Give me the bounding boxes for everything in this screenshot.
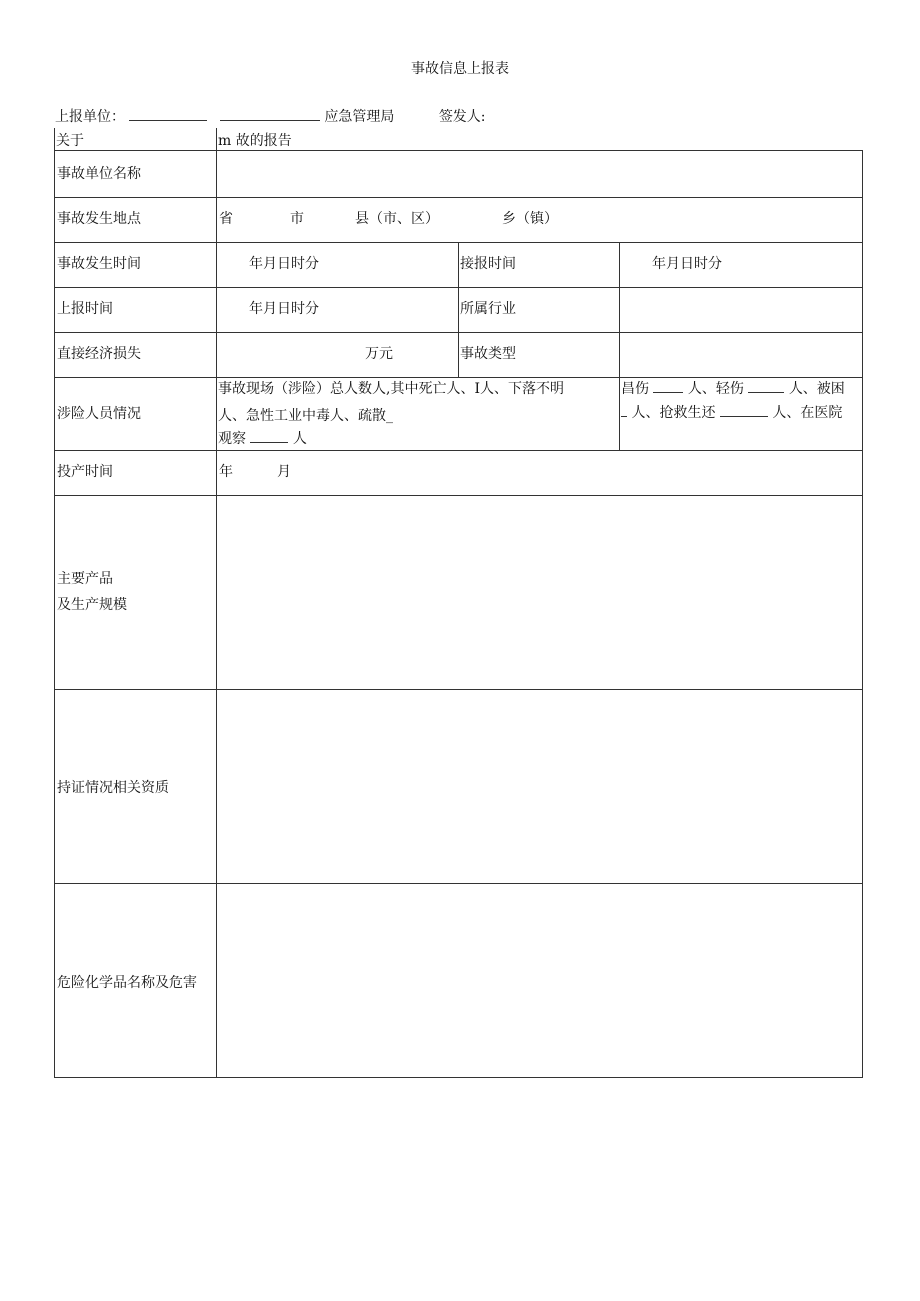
injury-label: 昌伤 — [621, 381, 649, 397]
report-time-value[interactable]: 年月日时分 — [249, 301, 319, 317]
accident-type-label: 事故类型 — [460, 346, 516, 362]
about-divider — [216, 128, 217, 150]
personnel-left-line1[interactable]: 事故现场（涉险）总人数人,其中死亡人、I人、下落不明 — [218, 381, 564, 397]
loss-label: 直接经济损失 — [57, 346, 141, 362]
personnel-left-line2[interactable]: 人、急性工业中毒人、疏散_ — [218, 408, 393, 424]
personnel-column-divider — [619, 377, 620, 450]
receive-time-label: 接报时间 — [460, 256, 516, 272]
report-time-label: 上报时间 — [57, 301, 113, 317]
rescued-blank[interactable] — [720, 402, 768, 417]
row-divider — [55, 689, 862, 690]
row-divider — [55, 450, 862, 451]
observe-label: 观察 — [218, 431, 246, 447]
row-divider — [55, 883, 862, 884]
inner-column-divider — [458, 242, 459, 377]
certificates-field[interactable] — [218, 691, 858, 881]
personnel-right-line1[interactable] — [621, 378, 845, 400]
occur-time-value[interactable]: 年月日时分 — [249, 256, 319, 272]
unit-name-field[interactable] — [218, 152, 858, 196]
about-value[interactable]: m 故的报告 — [218, 133, 292, 149]
accident-type-field[interactable] — [621, 334, 859, 376]
chemicals-label: 危险化学品名称及危害 — [57, 975, 197, 991]
loss-unit[interactable]: 万元 — [365, 346, 393, 362]
location-province[interactable]: 省 — [219, 211, 233, 227]
production-year[interactable]: 年 — [219, 464, 233, 480]
label-column-divider — [216, 151, 217, 1077]
inner-column-divider — [619, 242, 620, 377]
signer-label: 签发人: — [438, 109, 486, 125]
products-label-line1: 主要产品 — [57, 571, 113, 587]
industry-field[interactable] — [621, 289, 859, 331]
production-time-label: 投产时间 — [57, 464, 113, 480]
unit-name-label: 事故单位名称 — [57, 166, 141, 182]
reporting-unit-label: 上报单位： — [55, 109, 125, 125]
minor-injury-blank[interactable] — [748, 378, 784, 393]
hospital-label: 人、在医院 — [772, 405, 843, 421]
location-township[interactable]: 乡（镇） — [502, 211, 558, 227]
production-month[interactable]: 月 — [277, 464, 291, 480]
report-form-table — [54, 150, 863, 1078]
personnel-label: 涉险人员情况 — [57, 406, 141, 422]
personnel-left-line3[interactable] — [218, 428, 307, 450]
occur-time-label: 事故发生时间 — [57, 256, 141, 272]
personnel-right-line2[interactable] — [621, 402, 842, 424]
about-left-border — [54, 128, 55, 150]
location-city[interactable]: 市 — [290, 211, 304, 227]
location-label: 事故发生地点 — [57, 211, 141, 227]
row-divider — [55, 197, 862, 198]
bureau-label: 应急管理局 — [324, 109, 395, 125]
certificates-label: 持证情况相关资质 — [57, 780, 169, 796]
injury-blank[interactable] — [653, 378, 683, 393]
bureau-name-blank[interactable] — [220, 106, 320, 121]
trapped-label: 人、被困 — [788, 381, 845, 397]
reporting-unit-blank[interactable] — [129, 106, 207, 121]
location-county[interactable]: 县（市、区） — [355, 211, 439, 227]
about-label: 关于 — [56, 133, 84, 149]
trapped-blank[interactable] — [621, 402, 627, 417]
minor-injury-label: 人、轻伤 — [687, 381, 744, 397]
observe-unit: 人 — [292, 431, 307, 447]
rescued-label: 人、抢救生还 — [631, 405, 716, 421]
row-divider — [55, 495, 862, 496]
observe-blank[interactable] — [250, 428, 288, 443]
products-field[interactable] — [218, 497, 858, 687]
report-header — [55, 106, 486, 126]
receive-time-value[interactable]: 年月日时分 — [652, 256, 722, 272]
page-title: 事故信息上报表 — [411, 61, 509, 77]
industry-label: 所属行业 — [460, 301, 516, 317]
products-label-line2: 及生产规模 — [57, 597, 127, 613]
chemicals-field[interactable] — [218, 885, 858, 1075]
